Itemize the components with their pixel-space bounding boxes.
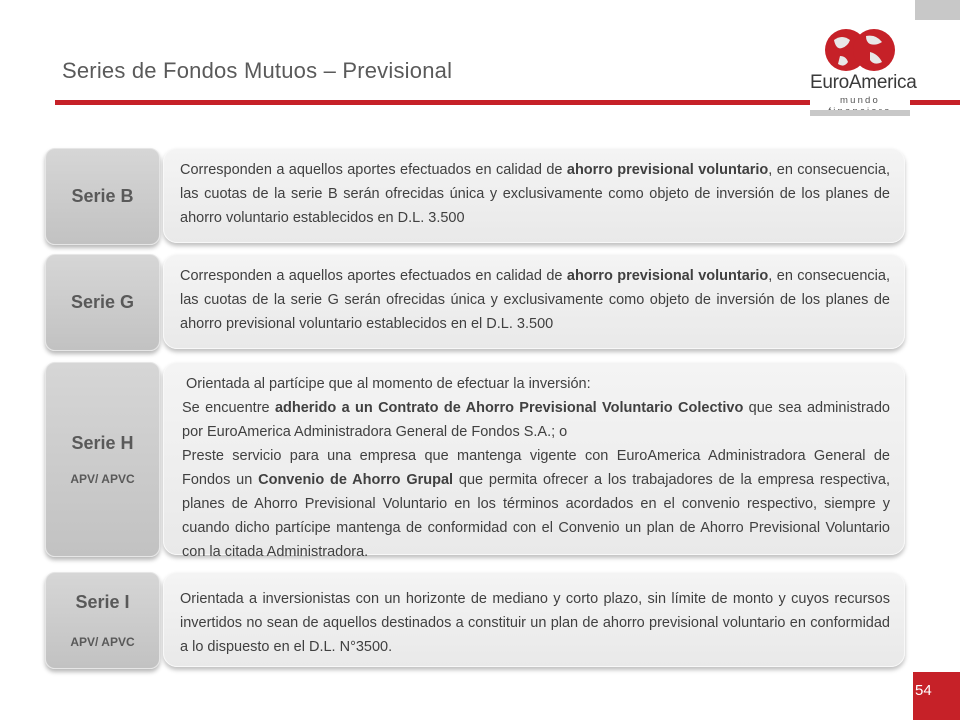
- corner-tab: [915, 0, 960, 20]
- serie-h-subtitle: APV/ APVC: [70, 472, 135, 486]
- euroamerica-logo: [810, 22, 917, 117]
- bold-segment: ahorro previsional voluntario: [566, 162, 769, 178]
- serie-h-intro: Orientada al partícipe que al momento de efectuar la inversión:: [186, 376, 591, 392]
- serie-i-description: [163, 572, 905, 667]
- serie-g-description: [163, 254, 905, 349]
- serie-b-description: [163, 148, 905, 243]
- logo-name: EuroAmerica: [810, 72, 917, 93]
- bold-segment: Convenio de Ahorro Grupal: [258, 472, 454, 488]
- text-segment: que permita ofrecer a los trabajadores de la empresa respectiva, planes de Ahorro Previsional Voluntario en los términos acordados en el convenio respectivo, siempre y cuando dicho partícipe mantenga de conformidad con el Convenio un plan de Ahorro Previsional Voluntario con la citada Administradora.: [182, 472, 890, 560]
- text-segment: Corresponden a aquellos aportes efectuados en calidad de: [180, 268, 567, 284]
- text-segment: , en consecuencia, las cuotas de la serie G serán ofrecidas única y exclusivamente como objeto de inversión de los planes de ahorro previsional voluntario establecidos en el D.L. 3.500: [180, 268, 890, 332]
- globe-logo-icon: [822, 26, 898, 74]
- serie-b-title: Serie B: [71, 186, 134, 206]
- serie-h-label-box: [45, 362, 160, 557]
- serie-g-label-box: [45, 254, 160, 351]
- serie-g-title: Serie G: [70, 292, 135, 312]
- logo-underline: [810, 110, 910, 116]
- serie-i-title: Serie I: [75, 592, 130, 612]
- serie-i-text: Orientada a inversionistas con un horizonte de mediano y corto plazo, sin límite de monto y cuyos recursos invertidos no sean de aquellos destinados a constituir un plan de ahorro previsional voluntario en conformidad a lo dispuesto en el D.L. N°3500.: [180, 591, 890, 655]
- text-segment: que sea administrado por EuroAmerica Administradora General de Fondos S.A.; o: [182, 400, 890, 440]
- logo-tagline: mundo: [839, 95, 881, 106]
- bold-segment: ahorro previsional voluntario: [566, 268, 769, 284]
- serie-b-label-box: [45, 148, 160, 245]
- text-segment: Corresponden a aquellos aportes efectuados en calidad de: [180, 162, 567, 178]
- text-segment: Se encuentre: [182, 400, 275, 416]
- page-number: 54: [913, 672, 960, 720]
- text-segment: Preste servicio para una empresa que mantenga vigente con EuroAmerica Administradora General de Fondos un: [182, 448, 890, 488]
- serie-h-point-2: [180, 444, 890, 564]
- serie-h-point-1: [180, 396, 890, 444]
- serie-i-subtitle: APV/ APVC: [70, 635, 135, 649]
- serie-h-description: [163, 362, 905, 560]
- page-title: Series de Fondos Mutuos – Previsional: [62, 58, 453, 83]
- serie-i-label-box: [45, 572, 160, 669]
- serie-h-title: Serie H: [71, 433, 134, 453]
- bold-segment: adherido a un Contrato de Ahorro Previsional Voluntario Colectivo: [274, 400, 744, 416]
- text-segment: , en consecuencia, las cuotas de la serie B serán ofrecidas única y exclusivamente como objeto de inversión de los planes de ahorro voluntario establecidos en D.L. 3.500: [180, 162, 890, 226]
